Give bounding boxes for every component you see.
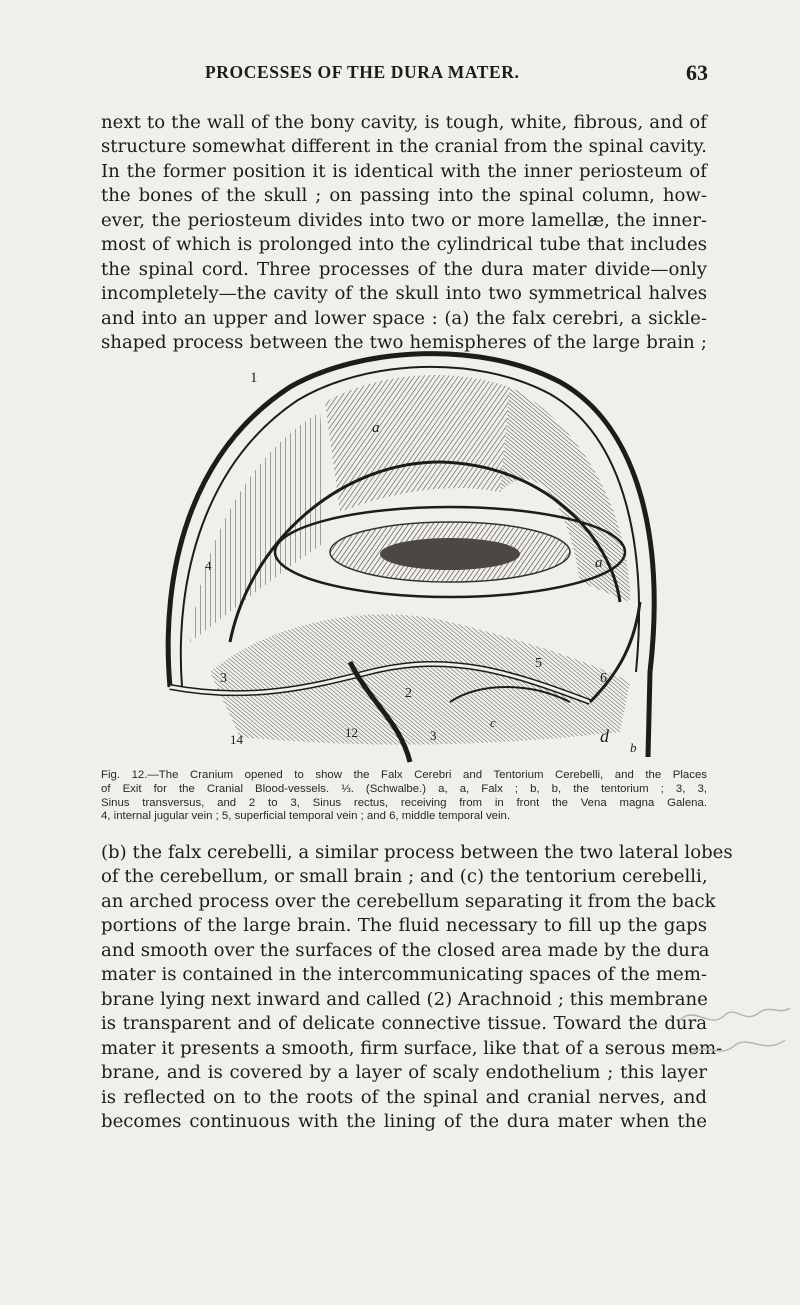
text-line: In the former position it is identical with the inner periosteum of xyxy=(101,160,707,182)
page-number: 63 xyxy=(686,60,708,85)
label-3-left: 3 xyxy=(220,671,227,686)
text-line: becomes continuous with the lining of the dura mater when the xyxy=(101,1110,707,1132)
label-b: b xyxy=(630,740,637,755)
cranium-illustration xyxy=(150,342,670,765)
text-line: most of which is prolonged into the cylindrical tube that includes xyxy=(101,234,707,256)
label-5: 5 xyxy=(535,656,542,671)
figure-caption xyxy=(101,769,707,824)
label-14: 14 xyxy=(230,732,243,747)
text-line: incompletely—the cavity of the skull into two symmetrical halves xyxy=(101,283,707,305)
label-c: c xyxy=(490,715,496,730)
text-line: mater is contained in the intercommunicating spaces of the mem- xyxy=(101,964,707,986)
text-line: and into an upper and lower space : (a) the falx cerebri, a sickle- xyxy=(101,307,707,329)
caption-line: Fig. 12.—The Cranium opened to show the Falx Cerebri and Tentorium Cerebelli, and the Places xyxy=(101,769,707,781)
label-12: 12 xyxy=(345,725,358,740)
caption-line: Sinus transversus, and 2 to 3, Sinus rectus, receiving from in front the Vena magna Galena. xyxy=(101,796,707,809)
caption-line: 4, internal jugular vein ; 5, superficial temporal vein ; and 6, middle temporal vein. xyxy=(101,810,511,823)
text-line: brane lying next inward and called (2) Arachnoid ; this membrane xyxy=(101,988,708,1010)
running-header: PROCESSES OF THE DURA MATER. xyxy=(205,62,520,82)
text-line: the spinal cord. Three processes of the dura mater divide—only xyxy=(101,258,707,280)
text-line: the bones of the skull ; on passing into the spinal column, how- xyxy=(101,185,707,207)
text-line: structure somewhat different in the cranial from the spinal cavity. xyxy=(101,136,707,158)
label-3-bottom: 3 xyxy=(430,728,437,743)
paragraph-2 xyxy=(101,841,733,1134)
label-1: 1 xyxy=(250,370,258,386)
label-6: 6 xyxy=(600,671,607,686)
label-a-top: a xyxy=(372,420,380,436)
margin-handwriting-mark xyxy=(670,1000,800,1070)
label-d: d xyxy=(600,726,609,746)
text-line: and smooth over the surfaces of the closed area made by the dura xyxy=(101,939,710,961)
text-line: is transparent and of delicate connective tissue. Toward the dura xyxy=(101,1013,707,1035)
text-line: portions of the large brain. The fluid necessary to fill up the gaps xyxy=(101,915,707,937)
text-line: shaped process between the two hemispheres of the large brain ; xyxy=(101,332,707,354)
text-line: an arched process over the cerebellum separating it from the back xyxy=(101,890,716,912)
label-2: 2 xyxy=(405,686,412,701)
text-line: is reflected on to the roots of the spinal and cranial nerves, and xyxy=(101,1086,707,1108)
label-4: 4 xyxy=(205,558,212,573)
text-line: mater it presents a smooth, firm surface, like that of a serous mem- xyxy=(101,1037,723,1059)
caption-line: of Exit for the Cranial Blood-vessels. ⅓. (Schwalbe.) a, a, Falx ; b, b, the tentorium ; 3, 3, xyxy=(101,782,707,795)
text-line: brane, and is covered by a layer of scaly endothelium ; this layer xyxy=(101,1062,707,1084)
text-line: (b) the falx cerebelli, a similar process between the two lateral lobes xyxy=(101,842,733,863)
text-line: of the cerebellum, or small brain ; and (c) the tentorium cerebelli, xyxy=(101,866,708,888)
text-line: next to the wall of the bony cavity, is tough, white, fibrous, and of xyxy=(101,112,707,133)
paragraph-1 xyxy=(101,111,707,356)
text-line: ever, the periosteum divides into two or more lamellæ, the inner- xyxy=(101,209,707,231)
label-a-right: a xyxy=(595,555,603,571)
